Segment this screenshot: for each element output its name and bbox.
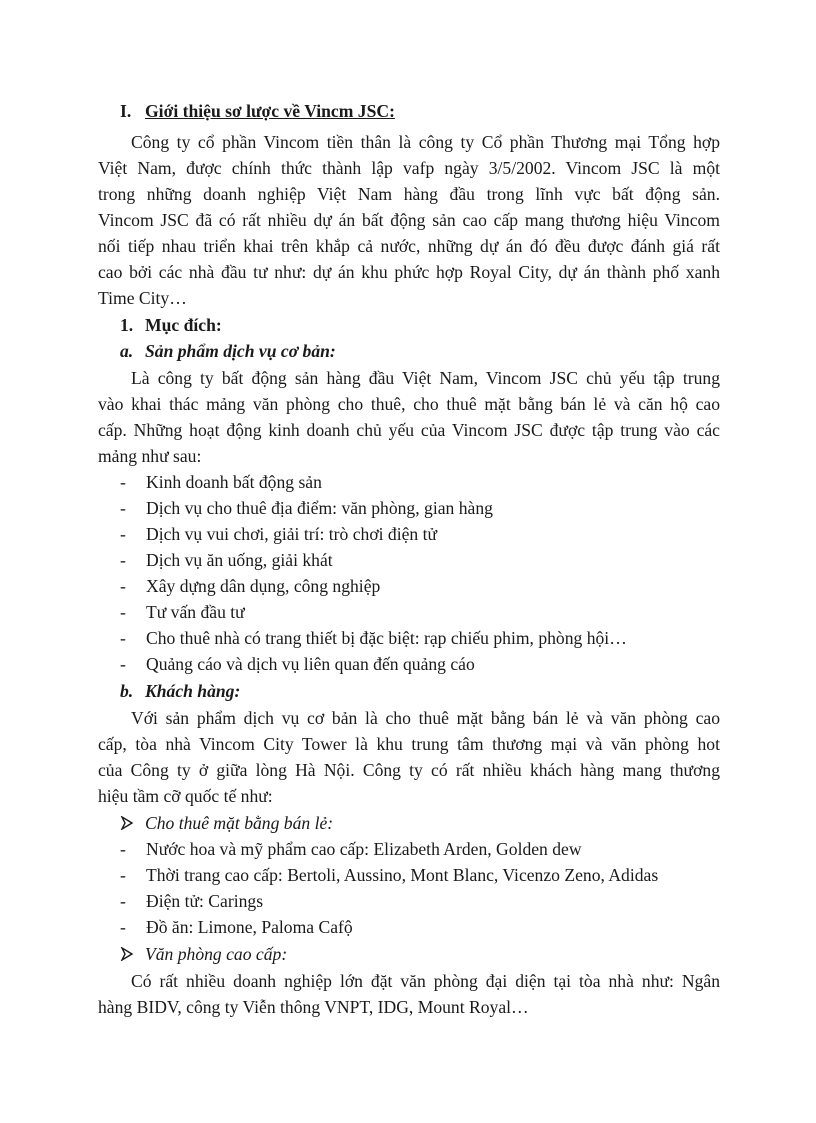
list-item-text: Dịch vụ vui chơi, giải trí: trò chơi điện tử (146, 524, 438, 544)
customers-letter: b. (120, 681, 134, 701)
intro-line: Time City… (98, 288, 187, 308)
intro-line: nối tiếp nhau triển khai trên khắp cả nước, những dự án đó đều được đánh giá rất (98, 236, 720, 256)
bullet-dash: - (120, 550, 126, 570)
list-item-text: Thời trang cao cấp: Bertoli, Aussino, Mont Blanc, Vicenzo Zeno, Adidas (146, 865, 659, 885)
bullet-dash: - (120, 839, 126, 859)
list-item-text: Tư vấn đầu tư (146, 602, 245, 622)
intro-line: trong những doanh nghiệp Việt Nam hàng đầu trong lĩnh vực bất động sản. (98, 184, 720, 204)
bullet-dash: - (120, 498, 126, 518)
customers-line: của Công ty ở giữa lòng Hà Nội. Công ty có rất nhiều khách hàng mang thương (98, 760, 720, 780)
retail-heading-text: Cho thuê mặt bằng bán lẻ: (145, 813, 334, 833)
customers-line: Với sản phẩm dịch vụ cơ bản là cho thuê mặt bằng bán lẻ và văn phòng cao (131, 708, 720, 728)
list-item-text: Quảng cáo và dịch vụ liên quan đến quảng cáo (146, 654, 475, 674)
products-letter: a. (120, 341, 134, 361)
list-item-text: Nước hoa và mỹ phẩm cao cấp: Elizabeth Arden, Golden dew (146, 839, 582, 859)
list-item-text: Đồ ăn: Limone, Paloma Cafộ (146, 917, 353, 937)
list-item-text: Xây dựng dân dụng, công nghiệp (146, 576, 381, 596)
office-line: hàng BIDV, công ty Viễn thông VNPT, IDG, Mount Royal… (98, 997, 529, 1017)
customers-title: Khách hàng: (145, 681, 241, 701)
products-line: cấp. Những hoạt động kinh doanh chủ yếu của Vincom JSC được tập trung vào các (98, 420, 720, 440)
bullet-dash: - (120, 654, 126, 674)
office-line: Có rất nhiều doanh nghiệp lớn đặt văn phòng đại diện tại tòa nhà như: Ngân (131, 971, 720, 991)
bullet-dash: - (120, 472, 126, 492)
bullet-dash: - (120, 917, 126, 937)
products-title: Sản phẩm dịch vụ cơ bản: (145, 341, 336, 361)
list-item-text: Điện tử: Carings (146, 891, 264, 911)
arrow-bullet-icon (120, 816, 134, 830)
products-line: mảng như sau: (98, 446, 202, 466)
list-item-text: Kinh doanh bất động sản (146, 472, 322, 492)
purpose-title: Mục đích: (145, 315, 222, 335)
bullet-dash: - (120, 524, 126, 544)
purpose-number: 1. (120, 315, 134, 335)
bullet-dash: - (120, 865, 126, 885)
intro-line: cao bởi các nhà đầu tư như: dự án khu phức hợp Royal City, dự án thành phố xanh (98, 262, 720, 282)
section-number: I. (120, 101, 132, 121)
office-heading-text: Văn phòng cao cấp: (145, 944, 288, 964)
section-title: Giới thiệu sơ lược về Vincm JSC: (145, 101, 395, 121)
customers-line: cấp, tòa nhà Vincom City Tower là khu trung tâm thương mại và văn phòng hot (98, 734, 720, 754)
products-line: vào khai thác mảng văn phòng cho thuê, cho thuê mặt bằng bán lẻ và căn hộ cao (98, 394, 720, 414)
bullet-dash: - (120, 628, 126, 648)
intro-line: Vincom JSC đã có rất nhiều dự án bất động sản cao cấp mang thương hiệu Vincom (98, 210, 720, 230)
list-item-text: Dịch vụ ăn uống, giải khát (146, 550, 333, 570)
customers-line: hiệu tầm cỡ quốc tế như: (98, 786, 273, 806)
bullet-dash: - (120, 576, 126, 596)
intro-line: Việt Nam, được chính thức thành lập vafp ngày 3/5/2002. Vincom JSC là một (98, 158, 720, 178)
list-item-text: Cho thuê nhà có trang thiết bị đặc biệt: rạp chiếu phim, phòng hội… (146, 628, 627, 648)
bullet-dash: - (120, 602, 126, 622)
arrow-bullet-icon (120, 947, 134, 961)
intro-line: Công ty cổ phần Vincom tiền thân là công ty Cổ phần Thương mại Tổng hợp (131, 132, 720, 152)
products-line: Là công ty bất động sản hàng đầu Việt Nam, Vincom JSC chủ yếu tập trung (131, 368, 720, 388)
list-item-text: Dịch vụ cho thuê địa điểm: văn phòng, gian hàng (146, 498, 493, 518)
bullet-dash: - (120, 891, 126, 911)
